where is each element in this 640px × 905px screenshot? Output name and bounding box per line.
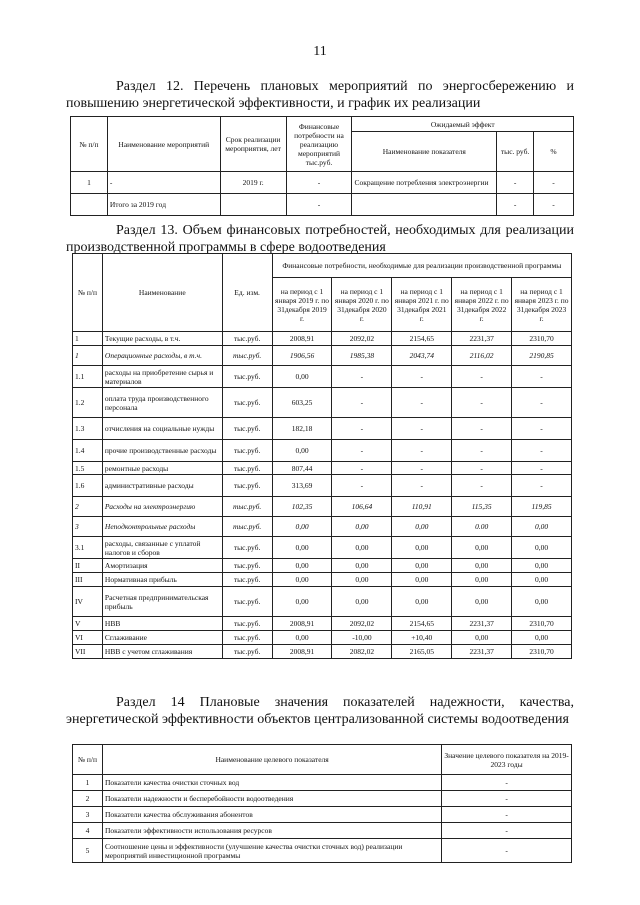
cell-name: прочие производственные расходы [102,440,222,462]
header-num: № п/п [71,117,108,172]
cell-name: Сглаживание [102,631,222,645]
cell-value: 0,00 [512,537,572,559]
cell-value: 106,64 [332,497,392,517]
cell-name: Амортизация [102,559,222,573]
cell-value: -10,00 [332,631,392,645]
cell-value: - [392,366,452,388]
cell-num: III [73,573,103,587]
header-name: Наименование мероприятий [107,117,220,172]
cell-value: 0,00 [512,559,572,573]
cell-value: 2092,02 [332,617,392,631]
table-row [73,537,572,559]
table-row [73,346,572,366]
cell-num: 1.6 [73,475,103,497]
table-row [73,440,572,462]
cell-num: 2 [73,497,103,517]
table-row [73,839,572,863]
cell-name: расходы, связанные с уплатой налогов и сборов [102,537,222,559]
cell-name: административные расходы [102,475,222,497]
cell-value: - [512,462,572,475]
cell-name: Операционные расходы, в т.ч. [102,346,222,366]
cell-unit: тыс.руб. [222,418,272,440]
cell-value: 0,00 [392,587,452,617]
cell-value: 2310,70 [512,332,572,346]
table-row [73,462,572,475]
header-thousand: тыс. руб. [497,132,534,172]
cell-value: 2154,65 [392,617,452,631]
cell-num [71,194,108,216]
cell-value: 0,00 [332,517,392,537]
cell-value: 0,00 [452,559,512,573]
cell-value: 2310,70 [512,617,572,631]
cell-num: 1 [73,332,103,346]
header-finance-group: Финансовые потребности, необходимые для реализации производственной программы [272,254,571,278]
cell-term [220,194,286,216]
table-row [73,332,572,346]
cell-value: - [332,418,392,440]
cell-thousand: - [497,172,534,194]
cell-value: 110,91 [392,497,452,517]
cell-num: 1.2 [73,388,103,418]
cell-finance: - [286,172,352,194]
cell-unit: тыс.руб. [222,366,272,388]
cell-num: 1 [71,172,108,194]
cell-value: - [332,440,392,462]
table-row [73,631,572,645]
cell-value: 0,00 [512,631,572,645]
header-period-2020: на период с 1 января 2020 г. по 31декабря 2020 г. [332,278,392,332]
cell-value: - [512,475,572,497]
cell-term: 2019 г. [220,172,286,194]
cell-value: 0,00 [272,631,332,645]
cell-num: VII [73,645,103,659]
cell-value: - [442,839,572,863]
cell-value: 102,35 [272,497,332,517]
cell-value: 0,00 [512,517,572,537]
cell-unit: тыс.руб. [222,573,272,587]
cell-value: 182,18 [272,418,332,440]
cell-name: Соотношение цены и эффективности (улучшение качества очистки сточных вод) реализации мероприятий инвестиционной программы [102,839,441,863]
cell-value: - [392,388,452,418]
section14-title: Раздел 14 Плановые значения показателей надежности, качества, энергетической эффективности объектов централизованной системы водоотведения [66,695,574,727]
header-term: Срок реализации мероприятия, лет [220,117,286,172]
cell-value: 0.00 [452,517,512,537]
cell-value: 1985,38 [332,346,392,366]
cell-name: Показатели надежности и бесперебойности водоотведения [102,791,441,807]
cell-unit: тыс.руб. [222,346,272,366]
cell-name: Расчетная предпринимательская прибыль [102,587,222,617]
cell-value: 0,00 [272,517,332,537]
cell-value: 2310,70 [512,645,572,659]
cell-value: 0,00 [392,517,452,537]
table-row [73,366,572,388]
header-finance: Финансовые потребности на реализацию мероприятий тыс.руб. [286,117,352,172]
table-row [73,559,572,573]
cell-value: 313,69 [272,475,332,497]
cell-value: 807,44 [272,462,332,475]
cell-unit: тыс.руб. [222,645,272,659]
section14-table [72,744,572,863]
cell-value: 2231,37 [452,645,512,659]
cell-unit: тыс.руб. [222,497,272,517]
header-unit: Ед. изм. [222,254,272,332]
cell-num: 1.1 [73,366,103,388]
cell-value: 2008,91 [272,617,332,631]
table-row [73,775,572,791]
cell-value: 0,00 [332,559,392,573]
cell-value: - [442,775,572,791]
cell-value: 2154,65 [392,332,452,346]
cell-value: 2231,37 [452,332,512,346]
table-row [73,517,572,537]
table-row [71,194,574,216]
cell-value: - [332,366,392,388]
cell-value: 119,85 [512,497,572,517]
cell-unit: тыс.руб. [222,475,272,497]
header-period-2021: на период с 1 января 2021 г. по 31декабря 2021 г. [392,278,452,332]
cell-value: 2008,91 [272,645,332,659]
cell-name: Расходы на электроэнергию [102,497,222,517]
table-row [73,497,572,517]
cell-indicator: Сокращение потребления электроэнергии [352,172,497,194]
table-row [73,475,572,497]
header-name: Наименование [102,254,222,332]
cell-value: 0,00 [332,537,392,559]
cell-value: - [512,388,572,418]
cell-unit: тыс.руб. [222,440,272,462]
page-number: 11 [313,44,327,59]
cell-name: Показатели качества очистки сточных вод [102,775,441,791]
cell-value: 0,00 [272,537,332,559]
cell-value: - [452,388,512,418]
cell-value: 0,00 [272,559,332,573]
cell-num: 1 [73,346,103,366]
cell-value: - [332,475,392,497]
cell-name: Показатели эффективности использования ресурсов [102,823,441,839]
cell-num: 5 [73,839,103,863]
section12-table [70,116,574,216]
cell-value: 603,25 [272,388,332,418]
cell-value: - [512,440,572,462]
header-num: № п/п [73,254,103,332]
cell-value: 0,00 [512,573,572,587]
cell-num: 3.1 [73,537,103,559]
header-period-2019: на период с 1 января 2019 г. по 31декабря 2019 г. [272,278,332,332]
cell-thousand: - [497,194,534,216]
table-row [73,418,572,440]
cell-value: 1906,56 [272,346,332,366]
cell-num: II [73,559,103,573]
header-indicator: Наименование показателя [352,132,497,172]
table-row [71,172,574,194]
table-row [73,388,572,418]
cell-unit: тыс.руб. [222,537,272,559]
cell-value: 0,00 [392,573,452,587]
cell-name: оплата труда производственного персонала [102,388,222,418]
cell-percent: - [534,172,574,194]
cell-name: Текущие расходы, в т.ч. [102,332,222,346]
cell-value: 0,00 [452,587,512,617]
cell-name: Неподконтрольные расходы [102,517,222,537]
cell-name: Нормативная прибыль [102,573,222,587]
cell-value: - [442,823,572,839]
cell-name: - [107,172,220,194]
cell-name: отчисления на социальные нужды [102,418,222,440]
section13-title: Раздел 13. Объем финансовых потребностей, необходимых для реализации производственной программы в сфере водоотведения [66,223,574,255]
cell-indicator [352,194,497,216]
cell-value: - [332,388,392,418]
cell-value: - [512,418,572,440]
cell-unit: тыс.руб. [222,559,272,573]
cell-value: 2082,02 [332,645,392,659]
cell-value: - [392,418,452,440]
cell-value: - [452,475,512,497]
cell-unit: тыс.руб. [222,617,272,631]
cell-value: 2116,02 [452,346,512,366]
cell-value: +10,40 [392,631,452,645]
cell-value: 0,00 [452,537,512,559]
cell-num: 4 [73,823,103,839]
cell-num: 1.5 [73,462,103,475]
cell-value: 2008,91 [272,332,332,346]
cell-value: - [442,807,572,823]
cell-value: 0,00 [332,573,392,587]
cell-value: - [392,475,452,497]
table-row [73,617,572,631]
cell-name: Итого за 2019 год [107,194,220,216]
cell-name: ремонтные расходы [102,462,222,475]
cell-num: V [73,617,103,631]
table-row [73,645,572,659]
cell-unit: тыс.руб. [222,332,272,346]
cell-value: 0,00 [272,587,332,617]
cell-value: 0,00 [272,366,332,388]
cell-unit: тыс.руб. [222,517,272,537]
cell-value: - [452,366,512,388]
cell-unit: тыс.руб. [222,388,272,418]
cell-unit: тыс.руб. [222,587,272,617]
cell-name: НВВ [102,617,222,631]
cell-value: 0,00 [452,573,512,587]
cell-finance: - [286,194,352,216]
header-effect: Ожидаемый эффект [352,117,574,132]
cell-value: 0,00 [332,587,392,617]
cell-unit: тыс.руб. [222,631,272,645]
cell-num: 1.4 [73,440,103,462]
cell-value: 2190,85 [512,346,572,366]
table-row [73,573,572,587]
cell-value: 0,00 [512,587,572,617]
header-percent: % [534,132,574,172]
table-row [73,823,572,839]
cell-num: IV [73,587,103,617]
cell-num: 3 [73,517,103,537]
cell-value: 2092,02 [332,332,392,346]
header-num: № п/п [73,745,103,775]
section12-title: Раздел 12. Перечень плановых мероприятий по энергосбережению и повышению энергетической эффективности, и график их реализации [66,79,574,111]
cell-value: - [392,462,452,475]
cell-name: расходы на приобретение сырья и материалов [102,366,222,388]
cell-value: 0,00 [272,440,332,462]
cell-value: 2165,05 [392,645,452,659]
cell-name: НВВ с учетом сглаживания [102,645,222,659]
cell-value: 0,00 [392,559,452,573]
cell-value: 2231,37 [452,617,512,631]
cell-num: 3 [73,807,103,823]
header-period-2023: на период с 1 января 2023 г. по 31декабря 2023 г. [512,278,572,332]
table-row [73,791,572,807]
cell-unit: тыс.руб. [222,462,272,475]
cell-value: - [452,462,512,475]
cell-value: - [452,440,512,462]
cell-name: Показатели качества обслуживания абонентов [102,807,441,823]
header-period-2022: на период с 1 января 2022 г. по 31декабря 2022 г. [452,278,512,332]
cell-value: 115,35 [452,497,512,517]
table-row [73,807,572,823]
cell-value: - [332,462,392,475]
cell-num: 1 [73,775,103,791]
header-value: Значение целевого показателя на 2019-2023 годы [442,745,572,775]
cell-value: - [442,791,572,807]
cell-value: - [512,366,572,388]
cell-value: 0,00 [392,537,452,559]
table-row [73,587,572,617]
header-name: Наименование целевого показателя [102,745,441,775]
cell-num: VI [73,631,103,645]
section13-table [72,253,572,659]
cell-value: 0,00 [272,573,332,587]
cell-num: 2 [73,791,103,807]
cell-value: - [392,440,452,462]
cell-value: 2043,74 [392,346,452,366]
cell-percent: - [534,194,574,216]
cell-num: 1.3 [73,418,103,440]
cell-value: 0,00 [452,631,512,645]
cell-value: - [452,418,512,440]
